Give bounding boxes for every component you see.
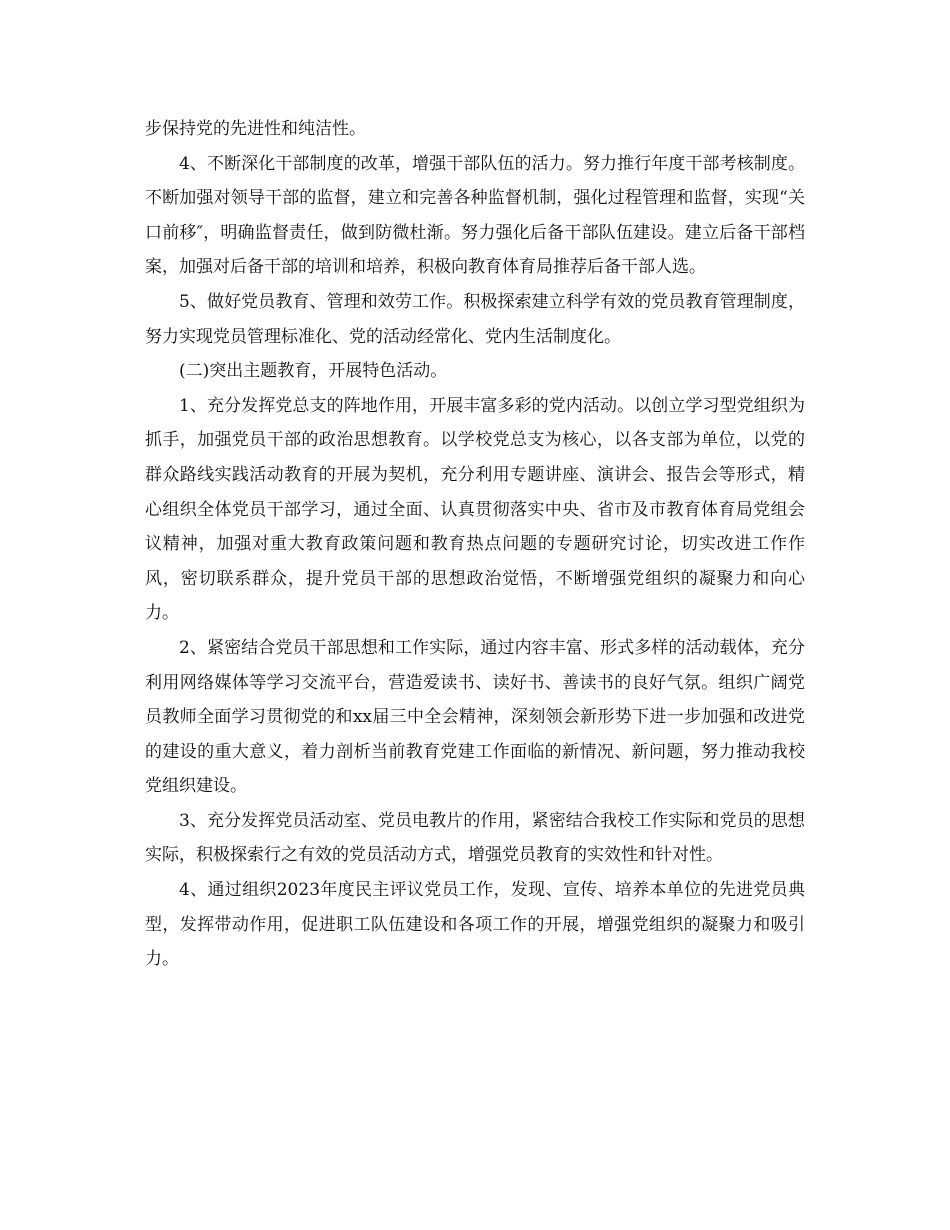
section-heading-theme-education: (二)突出主题教育，开展特色活动。 <box>179 361 448 382</box>
paragraph-item-2-study-platforms: 2、紧密结合党员干部思想和工作实际，通过内容丰富、形式多样的活动载体，充分利用网络媒体等学习交流平台，营造爱读书、读好书、善读书的良好气氛。组织广阔党员教师全面学习贯彻党的和xx届三中全会精神，深刻领会新形势下进一步加强和改进党的建设的重大意义，着力剖析当前教育党建工作面临的新情况、新问题，努力推动我校党组织建设。 <box>145 637 805 797</box>
document-page <box>145 112 805 977</box>
paragraph-continuation: 步保持党的先进性和纯洁性。 <box>145 119 366 139</box>
paragraph-item-4-democratic-review: 4、通过组织2023年度民主评议党员工作，发现、宣传、培养本单位的先进党员典型，发挥带动作用，促进职工队伍建设和各项工作的开展，增强党组织的凝聚力和吸引力。 <box>145 880 805 970</box>
paragraph-item-4-cadre-reform: 4、不断深化干部制度的改革，增强干部队伍的活力。努力推行年度干部考核制度。不断加强对领导干部的监督，建立和完善各种监督机制，强化过程管理和监督，实现“关口前移″，明确监督责任，做到防微杜渐。努力强化后备干部队伍建设。建立后备干部档案，加强对后备干部的培训和培养，积极向教育体育局推荐后备干部人选。 <box>145 153 805 278</box>
paragraph-item-3-activity-room: 3、充分发挥党员活动室、党员电教片的作用，紧密结合我校工作实际和党员的思想实际，积极探索行之有效的党员活动方式，增强党员教育的实效性和针对性。 <box>145 810 805 866</box>
paragraph-item-1-party-activities: 1、充分发挥党总支的阵地作用，开展丰富多彩的党内活动。以创立学习型党组织为抓手，加强党员干部的政治思想教育。以学校党总支为核心，以各支部为单位，以党的群众路线实践活动教育的开展为契机，充分利用专题讲座、演讲会、报告会等形式，精心组织全体党员干部学习，通过全面、认真贯彻落实中央、省市及市教育体育局党组会议精神，加强对重大教育政策问题和教育热点问题的专题研究讨论，切实改进工作作风，密切联系群众，提升党员干部的思想政治觉悟，不断增强党组织的凝聚力和向心力。 <box>145 395 805 624</box>
paragraph-item-5-member-education: 5、做好党员教育、管理和效劳工作。积极探索建立科学有效的党员教育管理制度，努力实现党员管理标准化、党的活动经常化、党内生活制度化。 <box>145 291 805 347</box>
